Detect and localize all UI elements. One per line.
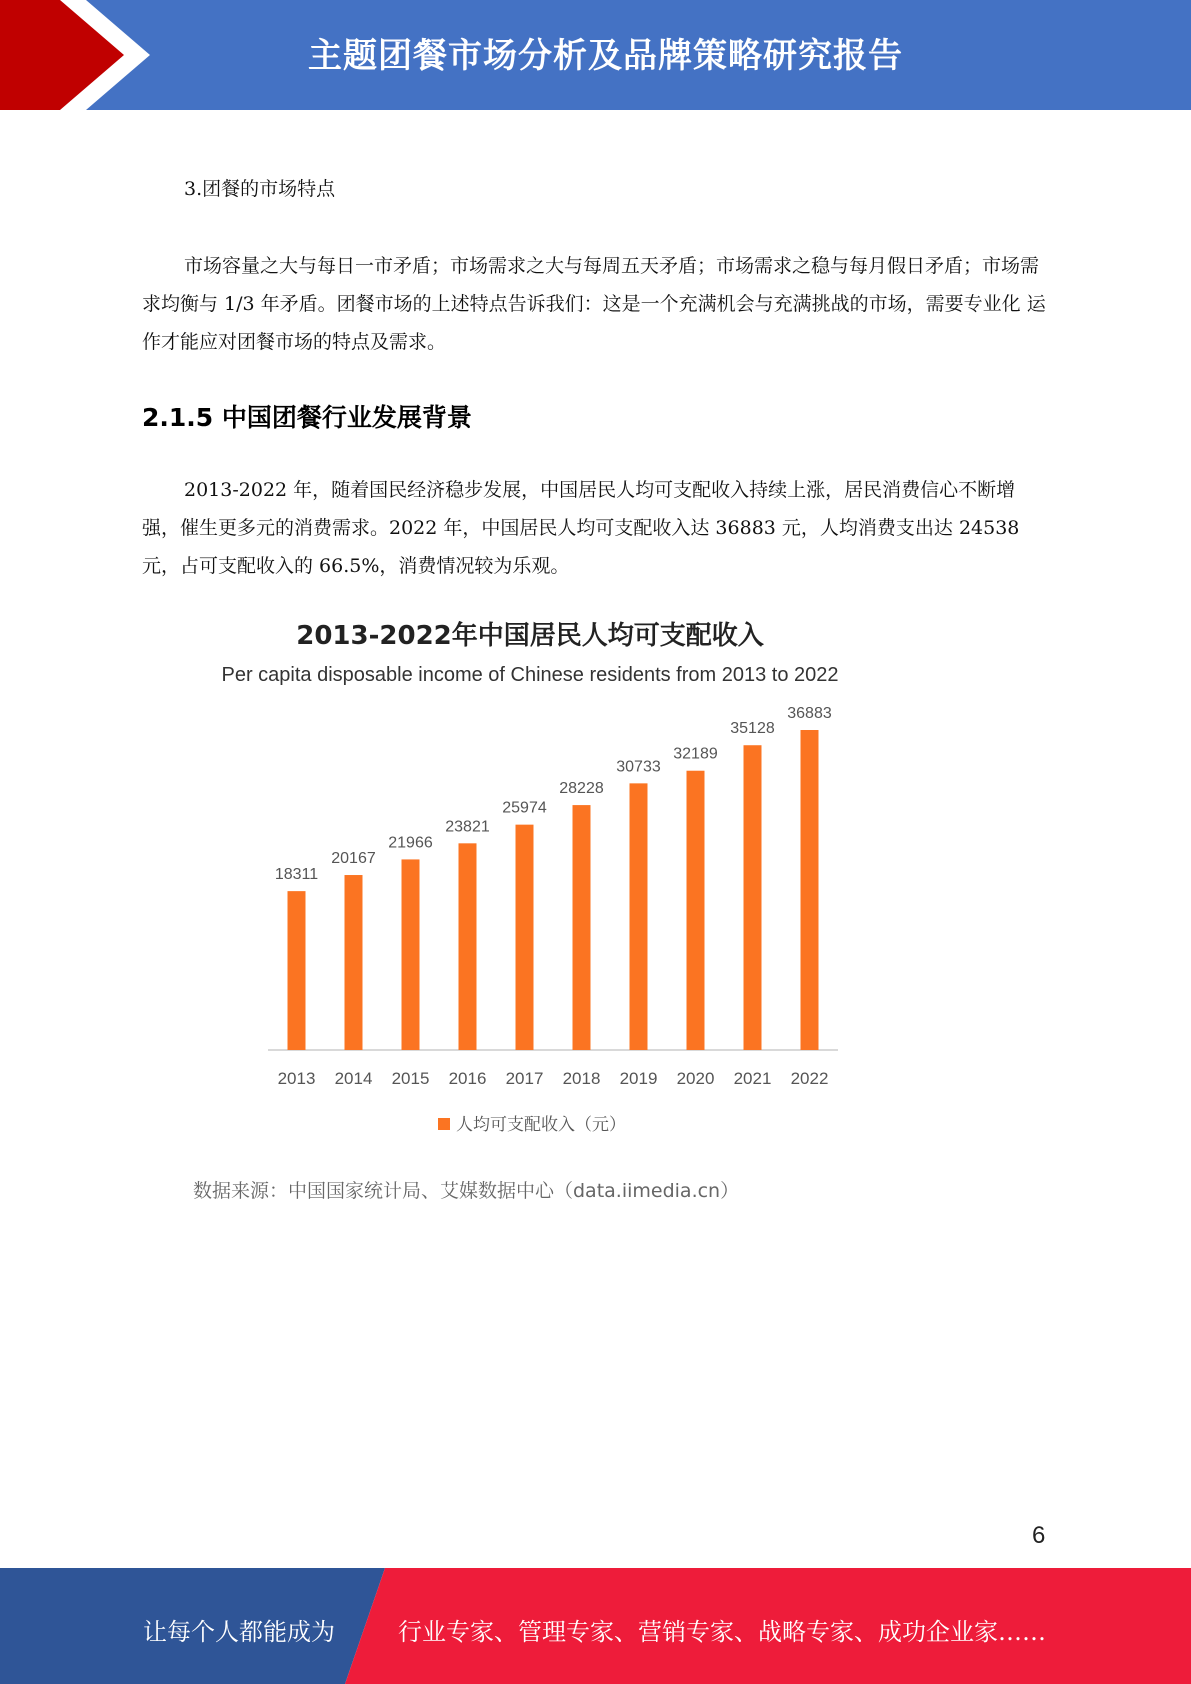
legend-label: 人均可支配收入（元） <box>456 1115 626 1135</box>
section-heading: 2.1.5 中国团餐行业发展背景 <box>142 403 472 432</box>
data-label-2016: 23821 <box>445 818 490 836</box>
x-tick-2021: 2021 <box>733 1069 772 1088</box>
data-label-2013: 18311 <box>274 866 319 884</box>
x-tick-2019: 2019 <box>619 1069 658 1088</box>
x-tick-2015: 2015 <box>391 1069 430 1088</box>
data-label-2015: 21966 <box>388 834 433 852</box>
x-tick-2014: 2014 <box>334 1069 373 1088</box>
legend-swatch <box>438 1118 450 1130</box>
chart-subtitle: Per capita disposable income of Chinese residents from 2013 to 2022 <box>221 664 839 686</box>
footer-slogan-left: 让每个人都能成为 <box>143 1618 335 1646</box>
bar-2015 <box>402 859 420 1050</box>
chart-title: 2013-2022年中国居民人均可支配收入 <box>296 621 764 651</box>
chart-legend <box>438 1110 626 1135</box>
subheading-market-features: 3.团餐的市场特点 <box>184 178 336 200</box>
bar-2022 <box>801 730 819 1050</box>
bar-2020 <box>687 771 705 1050</box>
x-tick-2018: 2018 <box>562 1069 601 1088</box>
footer-slogan-right: 行业专家、管理专家、营销专家、战略专家、成功企业家…… <box>398 1618 1046 1646</box>
bar-2021 <box>744 745 762 1050</box>
bar-2014 <box>345 875 363 1050</box>
bar-2017 <box>516 825 534 1050</box>
data-label-2021: 35128 <box>730 720 775 738</box>
data-label-2020: 32189 <box>673 745 718 763</box>
x-tick-2016: 2016 <box>448 1069 487 1088</box>
paragraph-market-features: 市场容量之大与每日一市矛盾；市场需求之大与每周五天矛盾；市场需求之稳与每月假日矛盾；市场需求均衡与 1/3 年矛盾。团餐市场的上述特点告诉我们：这是一个充满机会与充满挑战的市场，需要专业化 运作才能应对团餐市场的特点及需求。 <box>142 255 1046 353</box>
data-label-2017: 25974 <box>502 799 547 817</box>
data-source: 数据来源：中国国家统计局、艾媒数据中心（data.iimedia.cn） <box>193 1180 740 1202</box>
x-tick-2020: 2020 <box>676 1069 715 1088</box>
data-label-2022: 36883 <box>787 705 832 722</box>
x-tick-2017: 2017 <box>505 1069 544 1088</box>
bar-2016 <box>459 843 477 1050</box>
x-tick-2013: 2013 <box>277 1069 316 1088</box>
x-tick-2022: 2022 <box>790 1069 829 1088</box>
bar-2018 <box>573 805 591 1050</box>
data-label-2019: 30733 <box>616 758 661 776</box>
page-number: 6 <box>1032 1522 1046 1549</box>
header-title: 主题团餐市场分析及品牌策略研究报告 <box>308 36 903 76</box>
data-label-2018: 28228 <box>559 780 604 798</box>
bar-2019 <box>630 783 648 1050</box>
data-label-2014: 20167 <box>331 850 376 868</box>
bar-2013 <box>288 891 306 1050</box>
paragraph-background: 2013-2022 年，随着国民经济稳步发展，中国居民人均可支配收入持续上涨，居民消费信心不断增强，催生更多元的消费需求。2022 年，中国居民人均可支配收入达 36883 元，人均消费支出达 24538 元，占可支配收入的 66.5%，消费情况较为乐观。 <box>142 479 1020 577</box>
page-footer <box>0 1568 1191 1684</box>
